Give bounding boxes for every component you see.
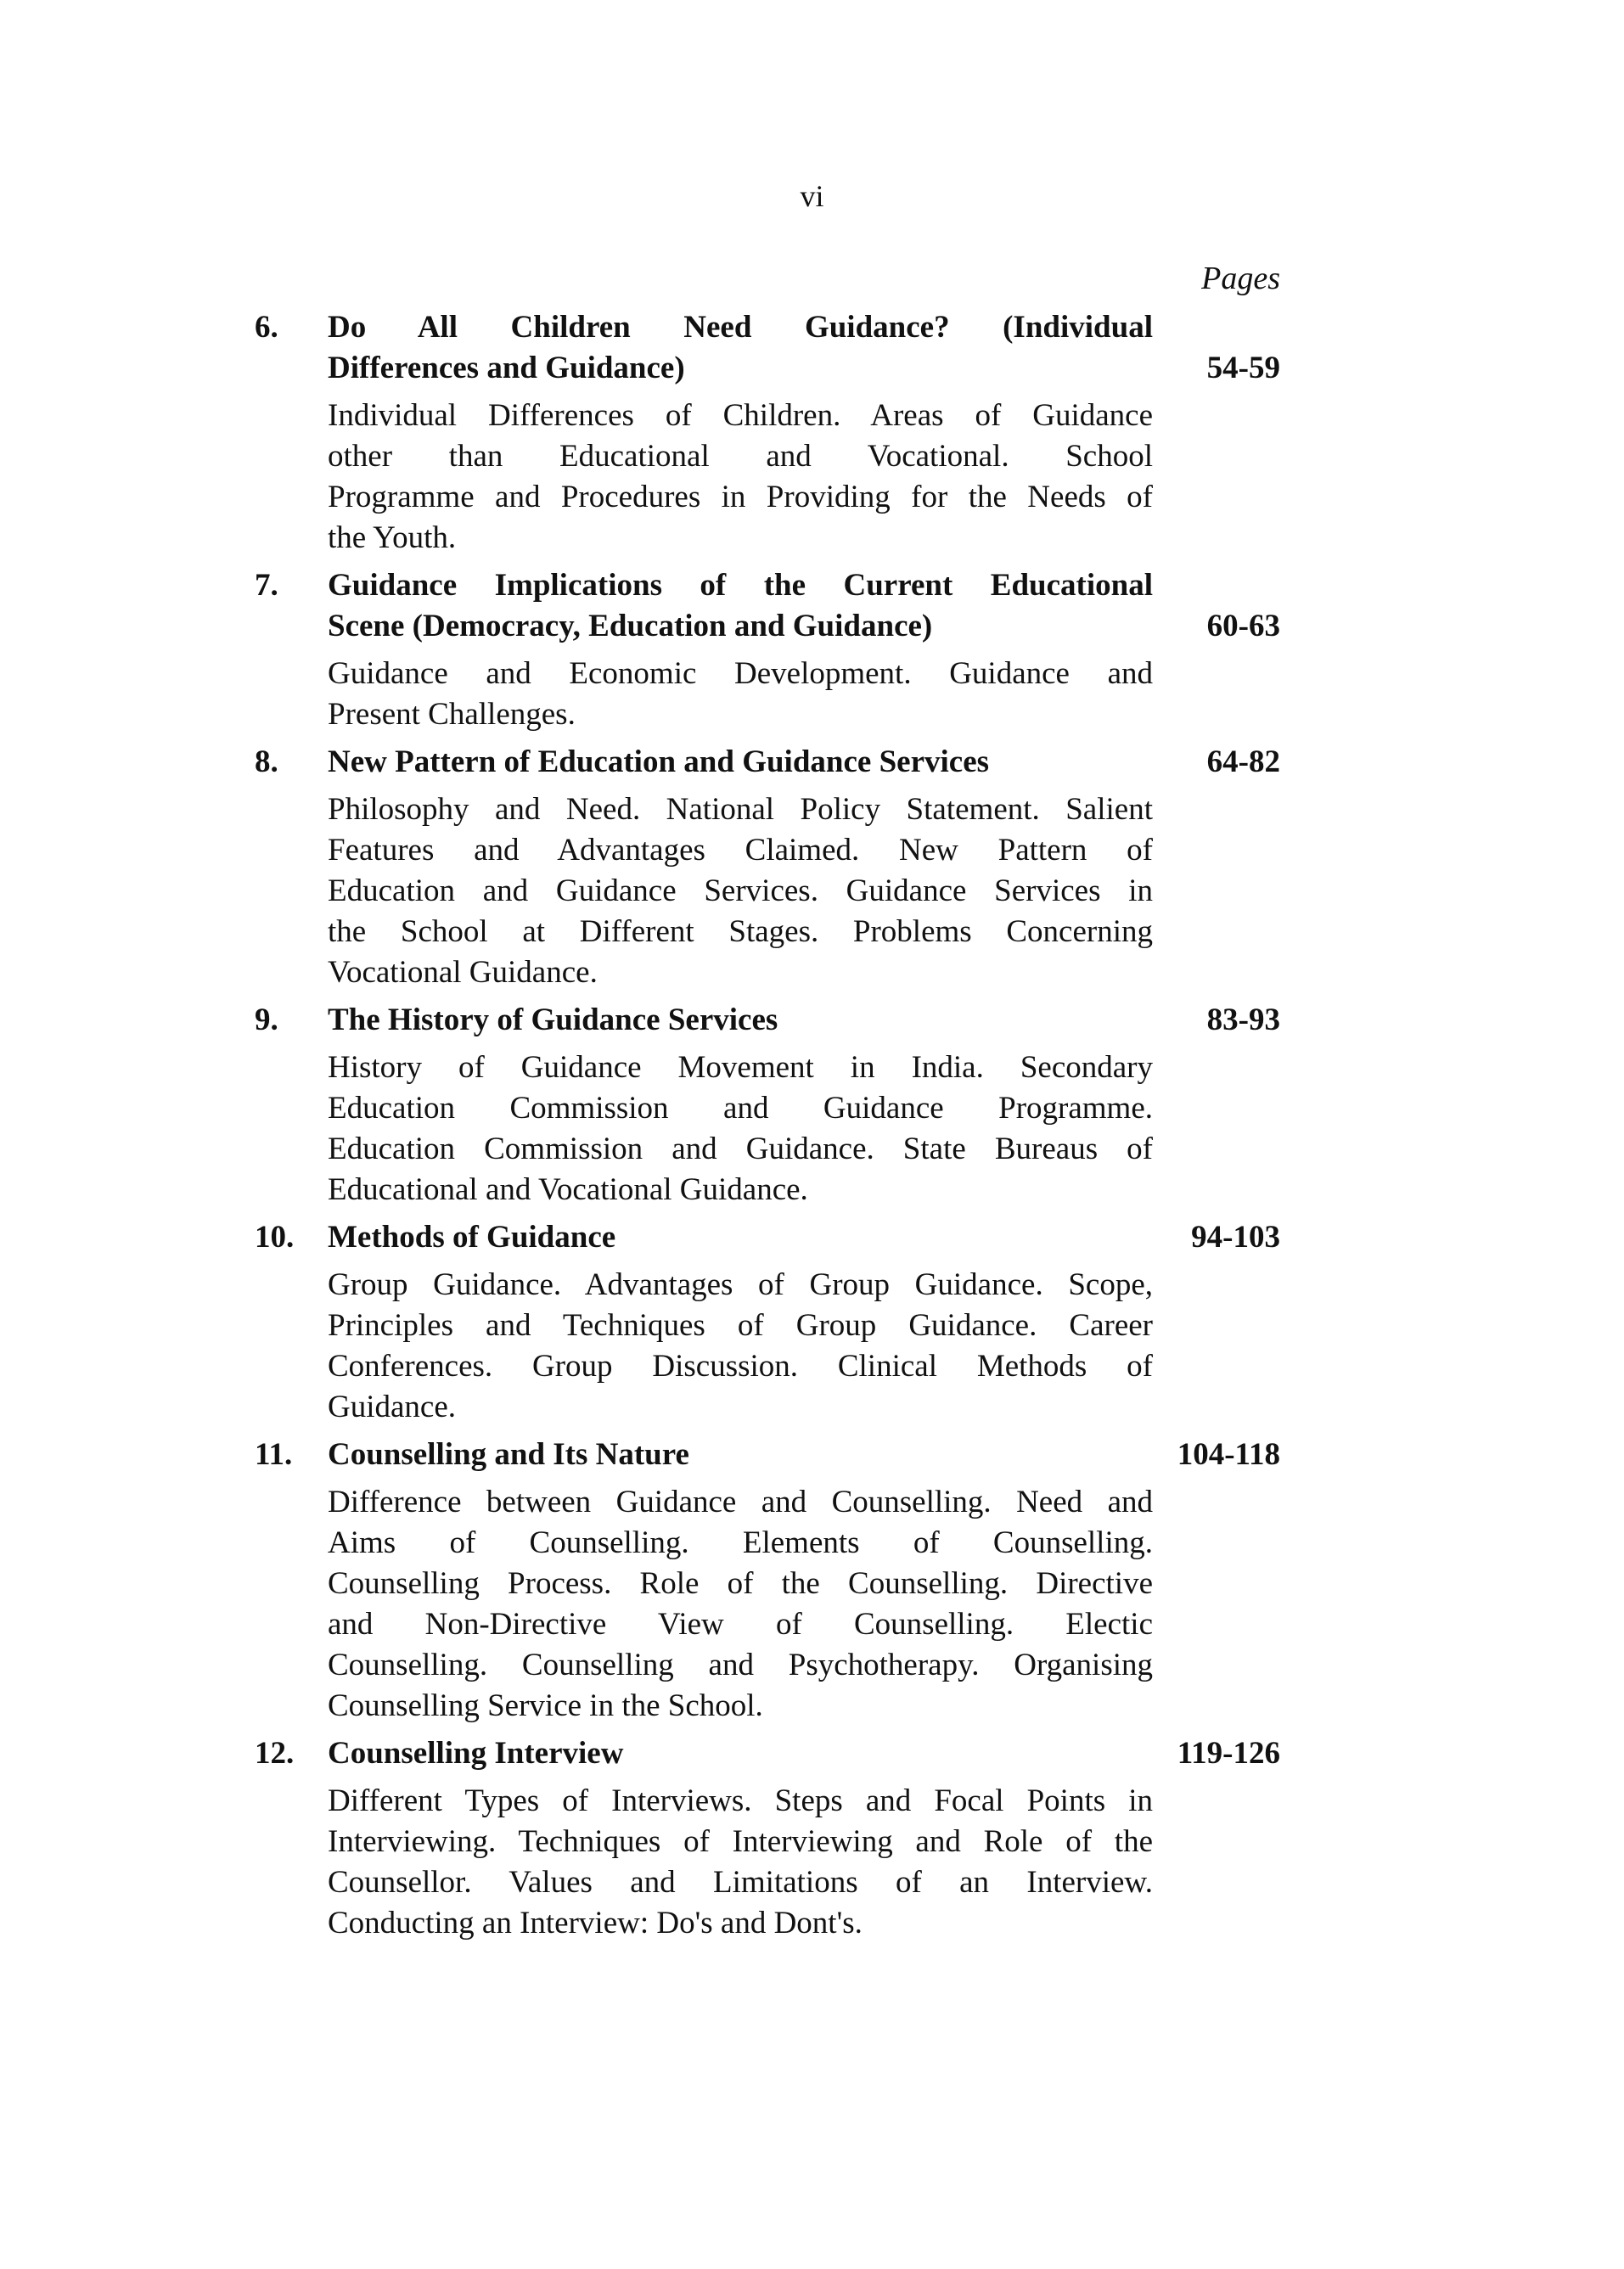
chapter-description-line: History of Guidance Movement in India. Secondary	[328, 1050, 1153, 1085]
chapter-title	[328, 565, 1153, 647]
chapter-title-line: Scene (Democracy, Education and Guidance)	[328, 609, 933, 643]
chapter-description-line: Counselling Process. Role of the Counselling. Directive	[328, 1566, 1153, 1601]
chapter-description-line: the Youth.	[328, 520, 457, 555]
chapter-title-line: Methods of Guidance	[328, 1220, 616, 1255]
chapter-title	[328, 307, 1153, 389]
chapter-description-line: and Non-Directive View of Counselling. Electic	[328, 1607, 1153, 1642]
chapter-description-line: Counselling Service in the School.	[328, 1688, 763, 1723]
chapter-title-line: Do All Children Need Guidance? (Individual	[328, 310, 1153, 345]
chapter-title	[328, 1217, 1153, 1258]
chapter-description-line: the School at Different Stages. Problems Concerning	[328, 914, 1153, 949]
chapter-description-line: Principles and Techniques of Group Guidance. Career	[328, 1308, 1153, 1343]
page-range: 119-126	[1177, 1736, 1280, 1771]
chapter-description-line: Counselling. Counselling and Psychotherapy. Organising	[328, 1648, 1153, 1682]
chapter-number: 12.	[255, 1736, 295, 1771]
chapter-number: 11.	[255, 1437, 293, 1472]
table-of-contents	[255, 307, 1280, 1951]
chapter-description-line: Different Types of Interviews. Steps and Focal Points in	[328, 1783, 1153, 1818]
page-range: 64-82	[1206, 744, 1280, 779]
chapter-title-line: The History of Guidance Services	[328, 1003, 778, 1037]
chapter-description-line: Guidance and Economic Development. Guidance and	[328, 656, 1153, 691]
chapter-description	[328, 1482, 1153, 1727]
chapter-description-line: Conferences. Group Discussion. Clinical Methods of	[328, 1349, 1153, 1384]
chapter-description	[328, 1265, 1153, 1428]
page-range: 104-118	[1177, 1437, 1280, 1472]
chapter-description	[328, 1781, 1153, 1944]
chapter-number: 10.	[255, 1220, 295, 1255]
chapter-title-line: Counselling and Its Nature	[328, 1437, 689, 1472]
chapter-description-line: other than Educational and Vocational. School	[328, 439, 1153, 474]
chapter-description	[328, 396, 1153, 559]
chapter-number: 7.	[255, 568, 278, 603]
page-range: 94-103	[1191, 1220, 1280, 1255]
chapter-description-line: Individual Differences of Children. Areas of Guidance	[328, 398, 1153, 433]
toc-entry	[255, 307, 1280, 559]
chapter-description-line: Interviewing. Techniques of Interviewing and Role of the	[328, 1824, 1153, 1859]
toc-entry	[255, 1733, 1280, 1944]
page-range: 83-93	[1206, 1003, 1280, 1037]
chapter-description-line: Education Commission and Guidance. State Bureaus of	[328, 1132, 1153, 1166]
toc-entry	[255, 1435, 1280, 1727]
chapter-description-line: Features and Advantages Claimed. New Pattern of	[328, 833, 1153, 868]
chapter-description	[328, 654, 1153, 735]
chapter-description-line: Philosophy and Need. National Policy Statement. Salient	[328, 792, 1153, 827]
toc-entry	[255, 565, 1280, 735]
page-range: 60-63	[1206, 609, 1280, 643]
chapter-description-line: Guidance.	[328, 1390, 457, 1424]
chapter-description-line: Group Guidance. Advantages of Group Guidance. Scope,	[328, 1267, 1153, 1302]
chapter-description-line: Vocational Guidance.	[328, 955, 598, 990]
chapter-title	[328, 742, 1153, 783]
chapter-description	[328, 789, 1153, 993]
page-number: vi	[800, 179, 824, 213]
chapter-number: 6.	[255, 310, 278, 345]
chapter-description-line: Difference between Guidance and Counselling. Need and	[328, 1485, 1153, 1519]
chapter-description-line: Education and Guidance Services. Guidance Services in	[328, 873, 1153, 908]
page-range: 54-59	[1206, 351, 1280, 385]
chapter-description-line: Education Commission and Guidance Programme.	[328, 1091, 1153, 1126]
chapter-number: 9.	[255, 1003, 278, 1037]
toc-entry	[255, 742, 1280, 993]
chapter-title	[328, 1000, 1153, 1041]
chapter-description-line: Present Challenges.	[328, 697, 576, 732]
chapter-description-line: Programme and Procedures in Providing for the Needs of	[328, 480, 1153, 514]
pages-column-header: Pages	[1201, 261, 1280, 296]
chapter-title	[328, 1435, 1153, 1475]
chapter-description-line: Conducting an Interview: Do's and Dont's.	[328, 1906, 863, 1940]
chapter-description-line: Aims of Counselling. Elements of Counselling.	[328, 1525, 1153, 1560]
chapter-title-line: Guidance Implications of the Current Educational	[328, 568, 1153, 603]
chapter-number: 8.	[255, 744, 278, 779]
chapter-description-line: Educational and Vocational Guidance.	[328, 1172, 808, 1207]
chapter-title-line: Differences and Guidance)	[328, 351, 685, 385]
chapter-description	[328, 1047, 1153, 1210]
chapter-title-line: Counselling Interview	[328, 1736, 624, 1771]
chapter-description-line: Counsellor. Values and Limitations of an Interview.	[328, 1865, 1153, 1900]
toc-entry	[255, 1000, 1280, 1210]
toc-entry	[255, 1217, 1280, 1428]
chapter-title-line: New Pattern of Education and Guidance Services	[328, 744, 990, 779]
chapter-title	[328, 1733, 1153, 1774]
